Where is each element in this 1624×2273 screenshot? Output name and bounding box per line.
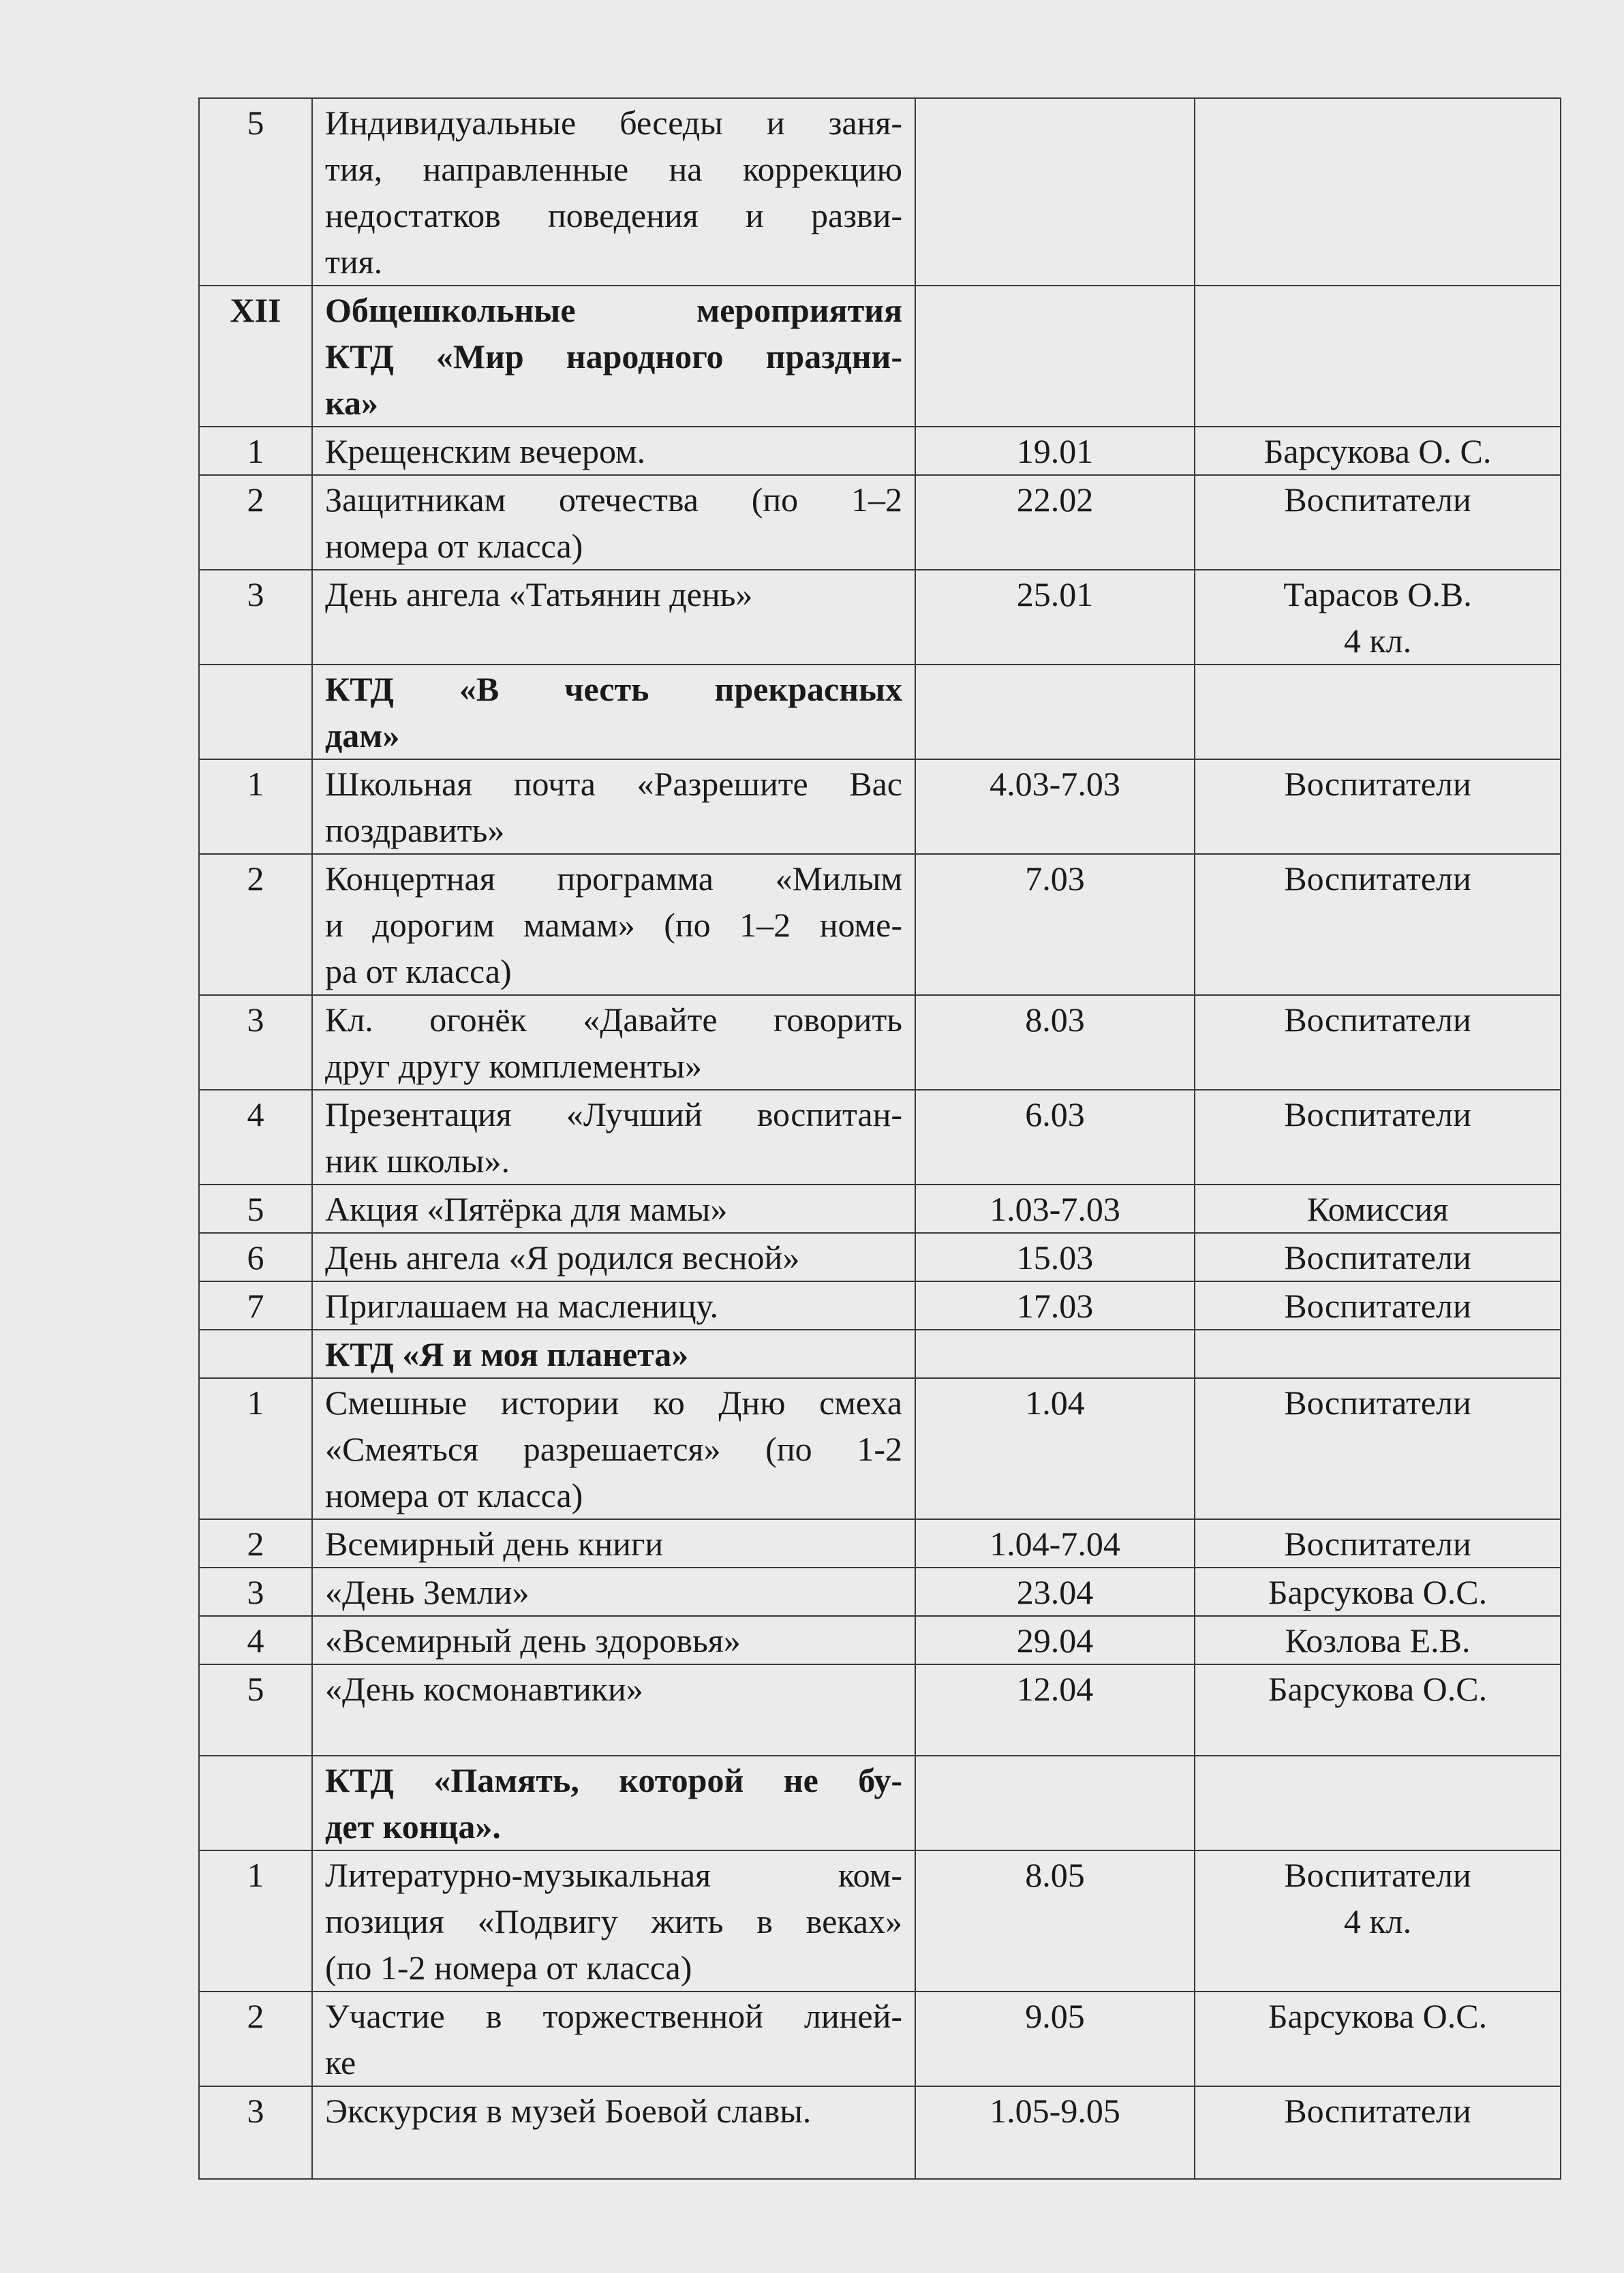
event-name-line: Общешкольные мероприятия (325, 291, 902, 329)
row-number-cell: 4 (199, 1616, 312, 1664)
row-number-cell: 3 (199, 2086, 312, 2179)
responsible-line: Тарасов О.В. (1283, 575, 1472, 613)
table-row (199, 1992, 1561, 2086)
responsible-cell (1195, 1378, 1561, 1519)
table-row (199, 1664, 1561, 1756)
responsible-cell (1195, 995, 1561, 1090)
responsible-line: Воспитатели (1284, 1238, 1471, 1277)
responsible-line: 4 кл. (1343, 1902, 1412, 1940)
responsible-cell (1195, 1992, 1561, 2086)
responsible-line: Воспитатели (1284, 1856, 1471, 1894)
event-name-line: «Всемирный день здоровья» (325, 1621, 741, 1660)
table-row (199, 427, 1561, 475)
event-name-cell (312, 1616, 915, 1664)
responsible-cell (1195, 2086, 1561, 2179)
event-name-line: Концертная программа «Милым (325, 859, 902, 898)
row-number-cell: 1 (199, 1850, 312, 1992)
event-name-line: позиция «Подвигу жить в веках» (325, 1902, 902, 1940)
event-name-line: КТД «В честь прекрасных (325, 670, 902, 708)
table-row (199, 98, 1561, 286)
table-row (199, 1850, 1561, 1992)
responsible-line: Воспитатели (1284, 2092, 1471, 2130)
table-row (199, 1233, 1561, 1281)
event-name-cell (312, 2086, 915, 2179)
event-date-cell: 1.04-7.04 (915, 1519, 1195, 1568)
event-date-cell: 9.05 (915, 1992, 1195, 2086)
responsible-line: Барсукова О.С. (1268, 1997, 1488, 2035)
event-date-cell: 19.01 (915, 427, 1195, 475)
table-row (199, 286, 1561, 427)
event-name-line: друг другу комплементы» (325, 1047, 702, 1085)
responsible-cell (1195, 1090, 1561, 1185)
responsible-line: Воспитатели (1284, 765, 1471, 803)
table-row (199, 475, 1561, 570)
event-name-cell (312, 1664, 915, 1756)
event-name-cell (312, 1233, 915, 1281)
section-heading-cell (312, 286, 915, 427)
responsible-line: Комиссия (1306, 1190, 1449, 1228)
event-date-cell: 6.03 (915, 1090, 1195, 1185)
event-date-cell: 12.04 (915, 1664, 1195, 1756)
table-row (199, 995, 1561, 1090)
table-row (199, 2086, 1561, 2179)
event-name-cell (312, 1992, 915, 2086)
event-name-line: Литературно-музыкальная ком- (325, 1856, 902, 1894)
event-name-cell (312, 995, 915, 1090)
responsible-cell (1195, 1519, 1561, 1568)
section-heading-cell (312, 1330, 915, 1378)
section-heading-cell (312, 1756, 915, 1850)
responsible-cell (1195, 1568, 1561, 1616)
row-number-cell: 5 (199, 98, 312, 286)
row-number-cell: 7 (199, 1281, 312, 1330)
event-date-cell: 23.04 (915, 1568, 1195, 1616)
row-number-cell (199, 1756, 312, 1850)
responsible-line: Козлова Е.В. (1285, 1621, 1471, 1660)
event-name-line: номера от класса) (325, 527, 583, 565)
responsible-cell (1195, 1233, 1561, 1281)
table-row (199, 854, 1561, 995)
event-date-cell: 1.03-7.03 (915, 1185, 1195, 1233)
event-name-line: Экскурсия в музей Боевой славы. (325, 2092, 812, 2130)
table-row (199, 1519, 1561, 1568)
row-number-cell: 2 (199, 1992, 312, 2086)
table-row (199, 759, 1561, 854)
responsible-line: Воспитатели (1284, 859, 1471, 898)
row-number-cell: 2 (199, 1519, 312, 1568)
event-date-cell: 1.04 (915, 1378, 1195, 1519)
event-name-line: Кл. огонёк «Давайте говорить (325, 1001, 902, 1039)
event-name-cell (312, 427, 915, 475)
responsible-cell (1195, 1185, 1561, 1233)
event-name-line: дам» (325, 716, 400, 754)
table-row (199, 1378, 1561, 1519)
responsible-line: Воспитатели (1284, 480, 1471, 519)
event-name-line: «Смеяться разрешается» (по 1-2 (325, 1430, 902, 1468)
responsible-cell (1195, 98, 1561, 286)
row-number-cell: 5 (199, 1185, 312, 1233)
event-name-line: День ангела «Татьянин день» (325, 575, 753, 613)
event-date-cell: 15.03 (915, 1233, 1195, 1281)
event-date-cell (915, 286, 1195, 427)
event-name-line: Акция «Пятёрка для мамы» (325, 1190, 728, 1228)
table-row (199, 1616, 1561, 1664)
event-name-cell (312, 1378, 915, 1519)
responsible-cell (1195, 475, 1561, 570)
responsible-line: Воспитатели (1284, 1001, 1471, 1039)
event-name-line: недостатков поведения и разви- (325, 196, 902, 234)
event-name-cell (312, 759, 915, 854)
table-row (199, 1185, 1561, 1233)
row-number-cell: 3 (199, 1568, 312, 1616)
responsible-cell (1195, 570, 1561, 665)
event-name-line: Школьная почта «Разрешите Вас (325, 765, 902, 803)
event-date-cell: 7.03 (915, 854, 1195, 995)
event-date-cell: 25.01 (915, 570, 1195, 665)
event-name-line: номера от класса) (325, 1476, 583, 1514)
event-name-line: ник школы». (325, 1142, 510, 1180)
event-name-cell (312, 475, 915, 570)
event-name-line: «День космонавтики» (325, 1670, 643, 1708)
event-date-cell (915, 1330, 1195, 1378)
responsible-cell (1195, 1664, 1561, 1756)
event-name-line: тия, направленные на коррекцию (325, 150, 902, 188)
row-number-cell: 4 (199, 1090, 312, 1185)
responsible-line: Барсукова О. С. (1263, 432, 1492, 470)
table-row (199, 1330, 1561, 1378)
event-name-cell (312, 1519, 915, 1568)
event-date-cell: 8.05 (915, 1850, 1195, 1992)
event-name-line: и дорогим мамам» (по 1–2 номе- (325, 906, 902, 944)
row-number-cell: 2 (199, 475, 312, 570)
table-row (199, 1756, 1561, 1850)
responsible-line: Воспитатели (1284, 1095, 1471, 1133)
responsible-line: Воспитатели (1284, 1525, 1471, 1563)
event-name-line: Крещенским вечером. (325, 432, 646, 470)
event-name-line: КТД «Мир народного праздни- (325, 337, 902, 376)
event-name-line: Всемирный день книги (325, 1525, 664, 1563)
event-name-line: поздравить» (325, 811, 505, 849)
event-name-line: Индивидуальные беседы и заня- (325, 104, 902, 142)
responsible-line: Воспитатели (1284, 1384, 1471, 1422)
responsible-cell (1195, 286, 1561, 427)
event-name-cell (312, 1185, 915, 1233)
event-name-cell (312, 98, 915, 286)
event-name-line: ка» (325, 384, 379, 422)
row-number-cell: 1 (199, 1378, 312, 1519)
row-number-cell: 2 (199, 854, 312, 995)
responsible-cell (1195, 1756, 1561, 1850)
event-name-cell (312, 854, 915, 995)
table-body (199, 98, 1561, 2179)
row-number-cell: XII (199, 286, 312, 427)
responsible-line: Барсукова О.С. (1268, 1670, 1488, 1708)
event-name-cell (312, 570, 915, 665)
event-name-line: ке (325, 2043, 356, 2081)
responsible-cell (1195, 759, 1561, 854)
table-row (199, 1568, 1561, 1616)
event-date-cell: 1.05-9.05 (915, 2086, 1195, 2179)
event-name-line: Приглашаем на масленицу. (325, 1287, 719, 1325)
table-row (199, 570, 1561, 665)
event-name-line: День ангела «Я родился весной» (325, 1238, 800, 1277)
responsible-cell (1195, 665, 1561, 759)
event-date-cell: 4.03-7.03 (915, 759, 1195, 854)
event-date-cell (915, 98, 1195, 286)
event-date-cell: 29.04 (915, 1616, 1195, 1664)
event-name-line: КТД «Память, которой не бу- (325, 1761, 902, 1799)
event-name-line: ра от класса) (325, 952, 512, 990)
responsible-cell (1195, 1330, 1561, 1378)
responsible-cell (1195, 1616, 1561, 1664)
table-row (199, 665, 1561, 759)
event-date-cell (915, 665, 1195, 759)
event-name-cell (312, 1850, 915, 1992)
event-date-cell (915, 1756, 1195, 1850)
row-number-cell (199, 1330, 312, 1378)
event-name-line: дет конца». (325, 1807, 501, 1846)
event-name-line: Смешные истории ко Дню смеха (325, 1384, 902, 1422)
event-name-line: тия. (325, 243, 383, 281)
responsible-cell (1195, 1281, 1561, 1330)
event-name-line: (по 1-2 номера от класса) (325, 1949, 692, 1987)
responsible-cell (1195, 427, 1561, 475)
event-name-cell (312, 1090, 915, 1185)
row-number-cell: 3 (199, 570, 312, 665)
table-row (199, 1090, 1561, 1185)
row-number-cell: 5 (199, 1664, 312, 1756)
event-name-line: Участие в торжественной линей- (325, 1997, 902, 2035)
event-date-cell: 8.03 (915, 995, 1195, 1090)
row-number-cell: 1 (199, 759, 312, 854)
event-date-cell: 22.02 (915, 475, 1195, 570)
event-name-line: КТД «Я и моя планета» (325, 1335, 689, 1373)
responsible-line: 4 кл. (1343, 622, 1412, 660)
responsible-cell (1195, 854, 1561, 995)
row-number-cell: 3 (199, 995, 312, 1090)
row-number-cell: 1 (199, 427, 312, 475)
event-name-line: Презентация «Лучший воспитан- (325, 1095, 902, 1133)
responsible-line: Барсукова О.С. (1268, 1573, 1488, 1611)
row-number-cell (199, 665, 312, 759)
event-name-cell (312, 1568, 915, 1616)
event-name-line: «День Земли» (325, 1573, 530, 1611)
row-number-cell: 6 (199, 1233, 312, 1281)
responsible-cell (1195, 1850, 1561, 1992)
responsible-line: Воспитатели (1284, 1287, 1471, 1325)
events-plan-table (198, 97, 1561, 2180)
section-heading-cell (312, 665, 915, 759)
event-name-line: Защитникам отечества (по 1–2 (325, 480, 902, 519)
event-name-cell (312, 1281, 915, 1330)
table-row (199, 1281, 1561, 1330)
event-date-cell: 17.03 (915, 1281, 1195, 1330)
